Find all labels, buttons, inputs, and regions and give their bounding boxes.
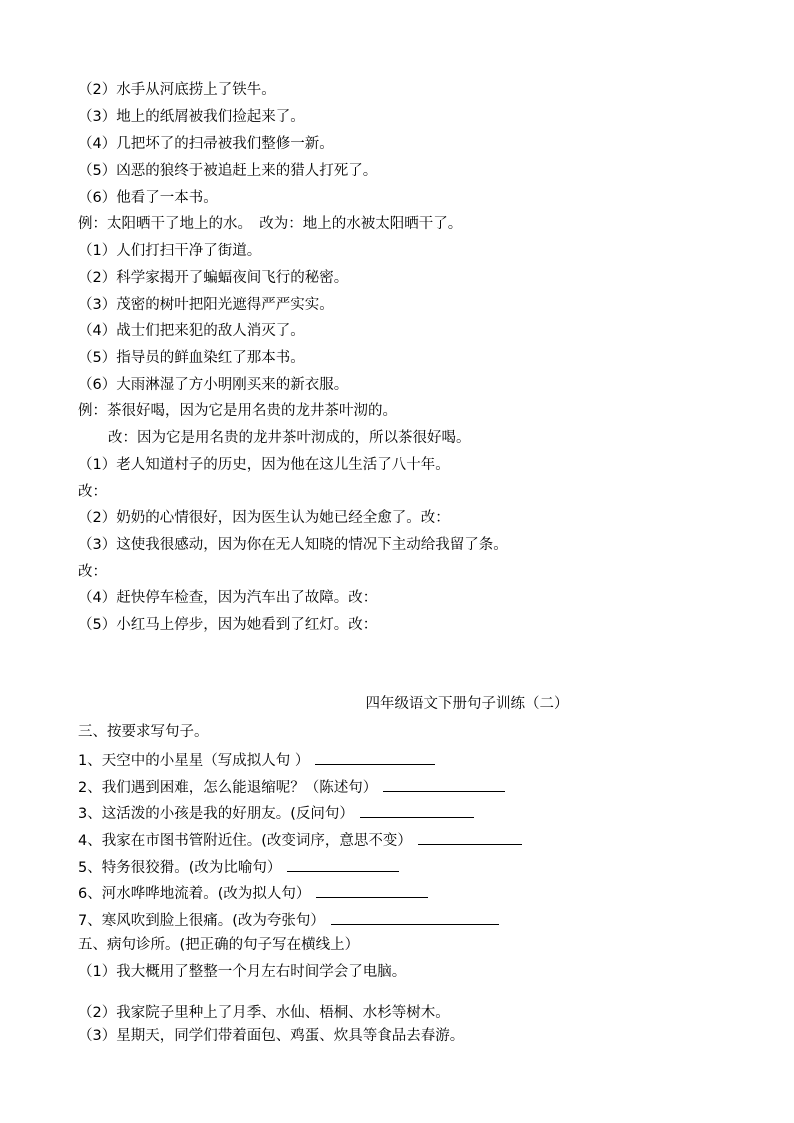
exercise-line (78, 882, 428, 902)
exercise-line: （4）战士们把来犯的敌人消灭了。 (78, 323, 305, 339)
exercise-line: （6）大雨淋湿了方小明刚买来的新衣服。 (78, 377, 349, 393)
exercise-line (78, 749, 435, 769)
answer-label: 改： (78, 484, 107, 500)
exercise-line: （4）几把坏了的扫帚被我们整修一新。 (78, 136, 334, 152)
exercise-line: （3）地上的纸屑被我们捡起来了。 (78, 109, 305, 125)
exercise-line: （5）小红马上停步，因为她看到了红灯。改： (78, 617, 378, 633)
exercise-line: （3）茂密的树叶把阳光遮得严严实实。 (78, 297, 334, 313)
exercise-line: （2）水手从河底捞上了铁牛。 (78, 82, 276, 98)
example-answer-line: 改：因为它是用名贵的龙井茶叶沏成的，所以茶很好喝。 (108, 430, 471, 446)
exercise-line: （1）老人知道村子的历史，因为他在这儿生活了八十年。 (78, 457, 450, 473)
example-line: 例：茶很好喝，因为它是用名贵的龙井茶叶沏的。 (78, 403, 397, 419)
exercise-line: （2）奶奶的心情很好，因为医生认为她已经全愈了。改： (78, 510, 450, 526)
exercise-line: （5）凶恶的狼终于被追赶上来的猎人打死了。 (78, 163, 378, 179)
exercise-line: （1）我大概用了整整一个月左右时间学会了电脑。 (78, 964, 407, 980)
exercise-line: （5）指导员的鲜血染红了那本书。 (78, 350, 305, 366)
exercise-line (78, 776, 505, 796)
exercise-line (78, 856, 399, 876)
exercise-text: 1、天空中的小星星（写成拟人句 ） (78, 753, 310, 769)
exercise-line: （2）科学家揭开了蝙蝠夜间飞行的秘密。 (78, 270, 349, 286)
section-heading: 三、按要求写句子。 (78, 724, 209, 740)
exercise-line: （3）这使我很感动，因为你在无人知晓的情况下主动给我留了条。 (78, 537, 508, 553)
exercise-text: 7、寒风吹到脸上很痛。(改为夸张句） (78, 913, 325, 929)
exercise-line (78, 829, 522, 849)
answer-blank[interactable] (287, 856, 399, 872)
answer-blank[interactable] (418, 829, 522, 845)
answer-blank[interactable] (383, 776, 505, 792)
exercise-line: （4）赶快停车检查，因为汽车出了故障。改： (78, 590, 378, 606)
exercise-text: 2、我们遇到困难，怎么能退缩呢？（陈述句） (78, 780, 378, 796)
answer-label: 改： (78, 564, 107, 580)
page-title: 四年级语文下册句子训练（二） (365, 696, 569, 712)
exercise-text: 3、这活泼的小孩是我的好朋友。(反问句） (78, 806, 354, 822)
answer-blank[interactable] (316, 882, 428, 898)
exercise-line: （6）他看了一本书。 (78, 190, 218, 206)
section-heading: 五、病句诊所。(把正确的句子写在横线上） (78, 937, 360, 953)
answer-blank[interactable] (315, 749, 435, 765)
exercise-line (78, 802, 474, 822)
exercise-line: （2）我家院子里种上了月季、水仙、梧桐、水杉等树木。 (78, 1005, 450, 1021)
exercise-line (78, 909, 499, 929)
exercise-text: 4、我家在市图书管附近住。(改变词序，意思不变） (78, 833, 412, 849)
exercise-line: （1）人们打扫干净了街道。 (78, 243, 262, 259)
answer-blank[interactable] (331, 909, 499, 925)
example-line: 例：太阳晒干了地上的水。 改为：地上的水被太阳晒干了。 (78, 216, 463, 232)
exercise-text: 5、特务很狡猾。(改为比喻句） (78, 860, 282, 876)
answer-blank[interactable] (360, 802, 474, 818)
exercise-text: 6、河水哗哗地流着。(改为拟人句） (78, 886, 311, 902)
exercise-line: （3）星期天，同学们带着面包、鸡蛋、炊具等食品去春游。 (78, 1028, 465, 1044)
